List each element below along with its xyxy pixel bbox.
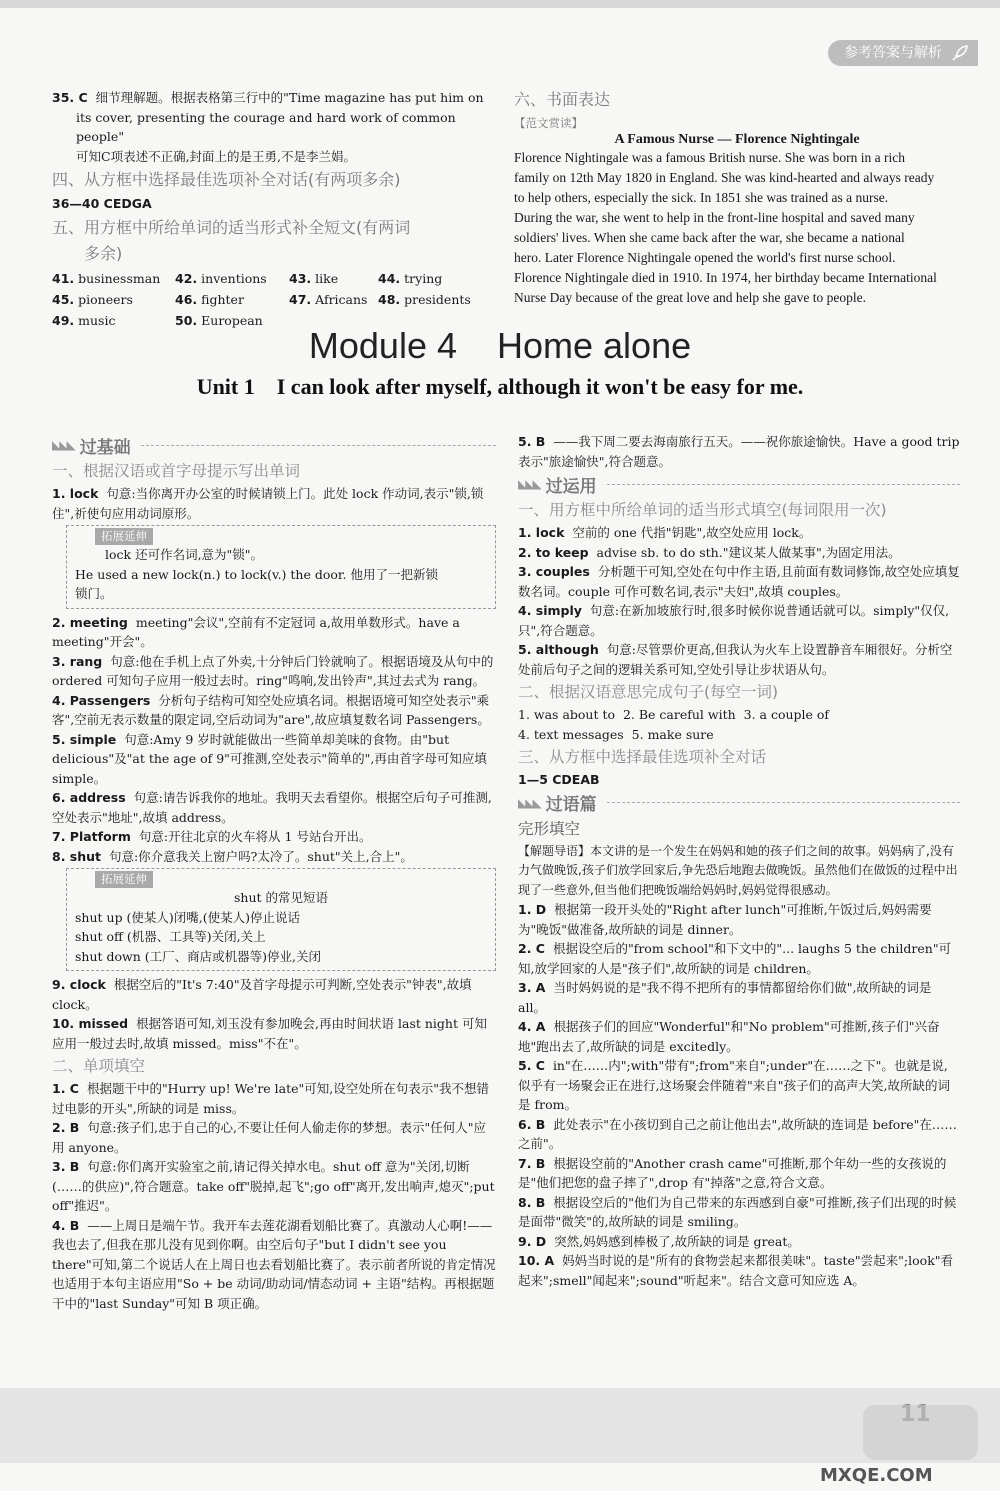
box-tag: 拓展延伸 [95,528,153,545]
essay-title: A Famous Nurse — Florence Nightingale [614,132,860,147]
answer-item: 9. D 突然,妈妈感到棒极了,故所缺的词是 great。 [518,1233,800,1249]
answer-item: 4. A 根据孩子们的回应"Wonderful"和"No problem"可推断,孩子们"兴奋地"跑出去了,故所缺的词是 excitedly。 [518,1019,940,1054]
section-heading: 多余) [84,243,123,263]
answer-cell: 41. businessman [52,270,161,286]
section-heading: 五、用方框中所给单词的适当形式补全短文(有两词 [52,217,411,237]
answer-item: 3. couples 分析题干可知,空处在句中作主语,且前面有数词修饰,故空处应填复数名词。couple 可作可数名词,表示"夫妇",故填 couples。 [518,564,960,599]
answer-item: 6. address 句意:请告诉我你的地址。我明天去看望你。根据空后句子可推测,空处表示"地址",故填 address。 [52,790,492,825]
section-tag-label: 参考答案与解析 [844,45,942,61]
chevron-icon: ◣◣◣ [518,477,540,491]
answer-item: 7. B 根据设空前的"Another crash came"可推断,那个年幼一些的女孩说的是"他们把您的盘子摔了",drop 有"掉落"之意,符合文意。 [518,1155,947,1190]
answer-cell: 48. presidents [378,291,471,307]
answer-cell: 49. music [52,312,116,328]
answer-item: 1. lock 句意:当你离开办公室的时候请锁上门。此处 lock 作动词,表示"锁,锁住",祈使句应用动词原形。 [52,486,484,521]
answer-item: 9. clock 根据空后的"It's 7:40"及首字母提示可判断,空处表示"钟表",故填 clock。 [52,977,472,1012]
answer-item: 3. A 当时妈妈说的是"我不得不把所有的事情都留给你们做",故所缺的词是 all。 [518,980,932,1015]
answer-item: 8. shut 句意:你介意我关上窗户吗?太冷了。shut"关上,合上"。 [52,848,413,864]
answer-row: 4. text messages 5. make sure [518,726,714,742]
section-heading: 六、书面表达 [514,90,611,109]
essay-line: Florence Nightingale died in 1910. In 1974, her birthday became International [514,270,937,285]
answer-item: 5. although 句意:尽管票价更高,但我认为火车上设置静音车厢很好。分析空处前后句子之间的逻辑关系可知,空处引导让步状语从句。 [518,642,953,677]
extension-box [66,525,496,609]
answer-item: 5. C in"在……内";with"带有";from"来自";under"在……之下"。也就是说,似乎有一场聚会正在进行,这场聚会伴随着"来自"孩子们的高声大笑,故所缺的词是 from。 [518,1058,950,1112]
answer-cell: 42. inventions [175,270,267,286]
answer-item: 5. B ——我下周二要去海南旅行五天。——祝你旅途愉快。Have a good trip 表示"旅途愉快",符合题意。 [518,434,960,469]
top-left-column [52,88,504,331]
answer-item: 2. meeting meeting"会议",空前有不定冠词 a,故用单数形式。have a meeting"开会"。 [52,614,460,649]
answer-item: 10. missed 根据答语可知,刘玉没有参加晚会,再由时间状语 last night 可知应用一般过去时,故填 missed。miss"不在"。 [52,1016,487,1051]
section-heading: 完形填空 [518,819,581,838]
answer-item: 10. A 妈妈当时说的是"所有的食物尝起来都很美味"。taste"尝起来";look"看起来";smell"闻起来";sound"听起来"。结合文意可知应选 A。 [518,1253,954,1288]
answer-item: 5. simple 句意:Amy 9 岁时就能做出一些简单却美味的食物。由"but delicious"及"at the age of 9"可推测,空处表示"简单的",再由首字母可知应填 simple。 [52,731,487,786]
box-line: shut off (机器、工具等)关闭,关上 [75,929,266,944]
top-bar [0,0,1000,8]
left-column [52,432,496,1313]
answer-cell: 47. Africans [289,291,368,307]
chevron-icon: ◣◣◣ [518,795,540,810]
guide-text: 【解题导语】本文讲的是一个发生在妈妈和她的孩子们之间的故事。妈妈病了,没有力气做晚饭,孩子们放学回家后,争先恐后地跑去做晚饭。虽然他们在做饭的过程中出现了一些意外,但当他们把晚饭端给妈妈时,妈妈觉得很感动。 [518,843,958,897]
answer-cell: 50. European [175,312,263,328]
section-heading: 三、从方框中选择最佳选项补全对话 [518,748,767,766]
chevron-icon: ◣◣◣ [52,438,74,452]
box-line: He used a new lock(n.) to lock(v.) the door. 他用了一把新锁 [75,566,438,582]
section-heading: 四、从方框中选择最佳选项补全对话(有两项多余) [52,170,401,189]
rocket-icon [950,43,970,63]
footer-band [0,1388,1000,1463]
essay-line: soldiers' lives. When she came back after the war, she became a national [514,230,905,245]
sample-tag: 【范文赏读】 [514,116,583,130]
box-tag: 拓展延伸 [95,871,153,888]
answer-text: its cover, presenting the courage and hard work of common people" [76,109,456,144]
section-heading: 二、根据汉语意思完成句子(每空一词) [518,683,779,701]
answer-line: 36—40 CEDGA [52,196,152,211]
essay-line: During the war, she went to help in the front-line hospital and saved many [514,210,915,225]
answer-cell: 43. like [289,270,339,286]
answer-cell: 44. trying [378,270,443,286]
section-heading: 一、根据汉语或首字母提示写出单词 [52,462,301,480]
answer-item: 2. to keep advise sb. to do sth."建议某人做某事",为固定用法。 [518,544,901,560]
right-column [518,432,960,1290]
watermark-text: MXQE.COM [820,1465,933,1486]
section-tag [828,40,978,66]
answer-cell: 45. pioneers [52,291,133,307]
box-line: 锁门。 [75,586,113,601]
answer-grid [52,268,504,331]
answer-item: 4. B ——上周日是端午节。我开车去莲花湖看划船比赛了。真激动人心啊!——我也去了,但我在那儿没有见到你啊。由空后句子"but I didn't see you there"可知,第二个说话人在上周日也去看划船比赛了。表示前者所说的肯定情况也适用于本句主语应用"So + be 动词/助动词/情态动词 + 主语"结构。再根据题干中的"last Sunday"可知 B 项正确。 [52,1217,496,1311]
answer-line: 1—5 CDEAB [518,772,600,787]
answer-row: 1. was about to 2. Be careful with 3. a couple of [518,707,830,722]
answer-item: 3. B 句意:你们离开实验室之前,请记得关掉水电。shut off 意为"关闭,切断(……的供应)",符合题意。take off"脱掉,起飞";go off"离开,发出响声,熄灭";put off"推迟"。 [52,1159,495,1213]
essay-line: hero. Later Florence Nightingale opened the world's first nurse school. [514,250,896,265]
answer-item: 4. Passengers 分析句子结构可知空处应填名词。根据语境可知空处表示"乘客",空前无表示数量的限定词,空后动词为"are",故应填复数名词 Passengers。 [52,692,490,727]
band-heading: ◣◣◣ 过语篇 [518,790,960,816]
box-line: shut down (工厂、商店或机器等)停业,关闭 [75,948,321,964]
box-line: shut up (使某人)闭嘴,(使某人)停止说话 [75,909,301,925]
answer-item: 2. C 根据设空后的"from school"和下文中的"... laughs 5 the children"可知,放学回家的人是"孩子们",故所缺的词是 children。 [518,941,952,976]
answer-item: 2. B 句意:孩子们,忠于自己的心,不要让任何人偷走你的梦想。表示"任何人"应用 anyone。 [52,1120,486,1155]
answer-text: 细节理解题。根据表格第三行中的"Time magazine has put him on [95,90,484,105]
answer-text: 可知C项表述不正确,封面上的是王勇,不是李兰娟。 [76,148,357,164]
band-heading: ◣◣◣ 过基础 [52,432,496,458]
unit-title: Unit 1 I can look after myself, although it won't be easy for me. [196,374,804,399]
answer-item: 6. B 此处表示"在小孩切到自己之前让他出去",故所缺的连词是 before"在……之前"。 [518,1116,957,1151]
extension-box [66,868,496,971]
answer-item: 1. C 根据题干中的"Hurry up! We're late"可知,设空处所在句表示"我不想错过电影的开头",所缺的词是 miss。 [52,1081,490,1116]
box-line: lock 还可作名词,意为"锁"。 [105,547,264,562]
box-title: shut 的常见短语 [233,890,328,905]
answer-number: 35. C [52,90,88,105]
band-heading: ◣◣◣ 过运用 [518,471,960,497]
section-heading: 一、用方框中所给单词的适当形式填空(每词限用一次) [518,501,887,519]
module-title: Module 4 Home alone [308,325,692,366]
essay-line: Nurse Day because of the great love and help she gave to people. [514,290,866,305]
top-right-column [514,88,960,308]
answer-item: 1. lock 空前的 one 代指"钥匙",故空处应用 lock。 [518,525,812,540]
answer-item: 1. D 根据第一段开头处的"Right after lunch"可推断,午饭过后,妈妈需要为"晚饭"做准备,故所缺的词是 dinner。 [518,902,932,937]
essay-line: to help others, especially the sick. In 1851 she was trained as a nurse. [514,190,889,205]
answer-item: 8. B 根据设空后的"他们为自己带来的东西感到自豪"可推断,孩子们出现的时候是面带"微笑"的,故所缺的词是 smiling。 [518,1194,957,1229]
answer-item: 7. Platform 句意:开往北京的火车将从 1 号站台开出。 [52,829,372,844]
answer-item: 4. simply 句意:在新加坡旅行时,很多时候你说普通话就可以。simply"仅仅,只",符合题意。 [518,603,950,638]
essay-line: family on 12th May 1820 in England. She was kind-hearted and always ready [514,170,935,185]
answer-cell: 46. fighter [175,291,244,307]
answer-item: 3. rang 句意:他在手机上点了外卖,十分钟后门铃就响了。根据语境及从句中的 ordered 可知句子应用一般过去时。ring"鸣响,发出铃声",其过去式为 rang。 [52,653,494,688]
section-heading: 二、单项填空 [52,1057,146,1075]
essay-line: Florence Nightingale was a famous British nurse. She was born in a rich [514,150,906,165]
